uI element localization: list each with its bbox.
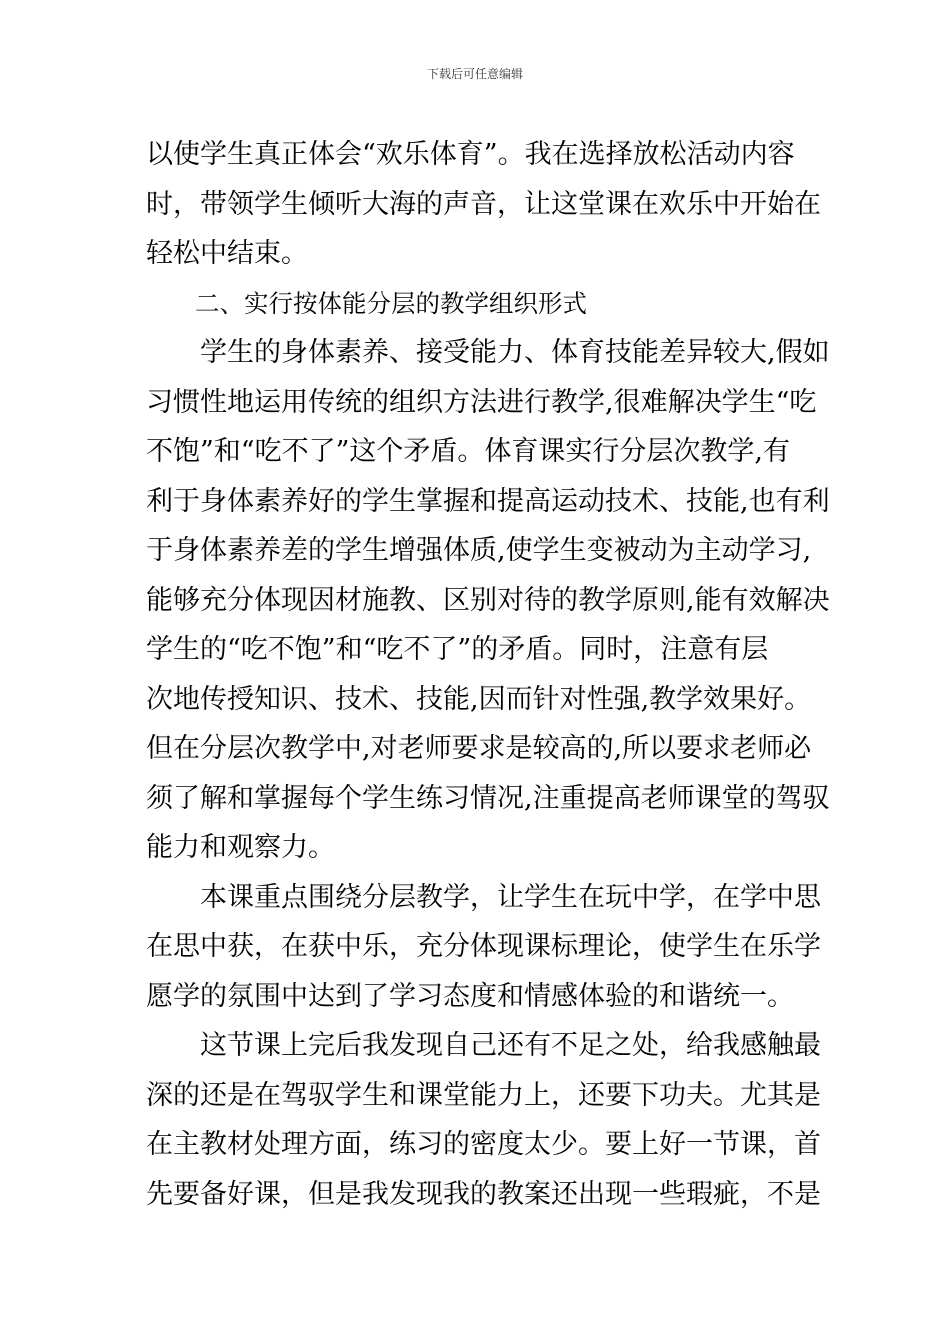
text-line: 学生的身体素养、接受能力、体育技能差异较大,假如 xyxy=(146,337,830,368)
text-line: 本课重点围绕分层教学，让学生在玩中学，在学中思 xyxy=(146,881,821,913)
paragraph-reflection xyxy=(146,1021,821,1219)
section-heading xyxy=(146,279,806,329)
text-line: 利于身体素养好的学生掌握和提高运动技术、技能,也有利 xyxy=(146,485,830,517)
text-line: 能力和观察力。 xyxy=(146,832,335,863)
text-line: 习惯性地运用传统的组织方法进行教学,很难解决学生“吃 xyxy=(146,386,817,418)
text-line: 须了解和掌握每个学生练习情况,注重提高老师课堂的驾驭 xyxy=(146,782,830,814)
paragraph-closing-activity xyxy=(146,130,821,279)
document-body xyxy=(146,130,830,1219)
text-line: 能够充分体现因材施教、区别对待的教学原则,能有效解决 xyxy=(146,584,830,616)
text-line: 在思中获，在获中乐，充分体现课标理论，使学生在乐学 xyxy=(146,931,821,962)
section-heading-text: 二、实行按体能分层的教学组织形式 xyxy=(146,288,587,318)
text-line: 愿学的氛围中达到了学习态度和情感体验的和谐统一。 xyxy=(146,980,794,1012)
text-line: 深的还是在驾驭学生和课堂能力上，还要下功夫。尤其是 xyxy=(146,1079,821,1111)
text-line: 不饱”和“吃不了”这个矛盾。体育课实行分层次教学,有 xyxy=(146,436,790,467)
text-line: 先要备好课，但是我发现我的教案还出现一些瑕疵，不是 xyxy=(146,1178,821,1210)
text-line: 于身体素养差的学生增强体质,使学生变被动为主动学习, xyxy=(146,535,812,566)
paragraph-layered-teaching xyxy=(146,328,830,873)
text-line: 次地传授知识、技术、技能,因而针对性强,教学效果好。 xyxy=(146,683,812,715)
text-line: 学生的“吃不饱”和“吃不了”的矛盾。同时，注意有层 xyxy=(146,634,769,665)
text-line: 轻松中结束。 xyxy=(146,238,308,269)
text-line: 时，带领学生倾听大海的声音，让这堂课在欢乐中开始在 xyxy=(146,188,821,220)
text-line: 这节课上完后我发现自己还有不足之处，给我感触最 xyxy=(146,1030,821,1061)
text-line: 在主教材处理方面，练习的密度太少。要上好一节课，首 xyxy=(146,1129,821,1160)
text-line: 但在分层次教学中,对老师要求是较高的,所以要求老师必 xyxy=(146,733,812,764)
page-header: 下载后可任意编辑 xyxy=(426,67,523,81)
paragraph-lesson-focus xyxy=(146,873,821,1022)
text-line: 以使学生真正体会“欢乐体育”。我在选择放松活动内容 xyxy=(146,139,795,170)
